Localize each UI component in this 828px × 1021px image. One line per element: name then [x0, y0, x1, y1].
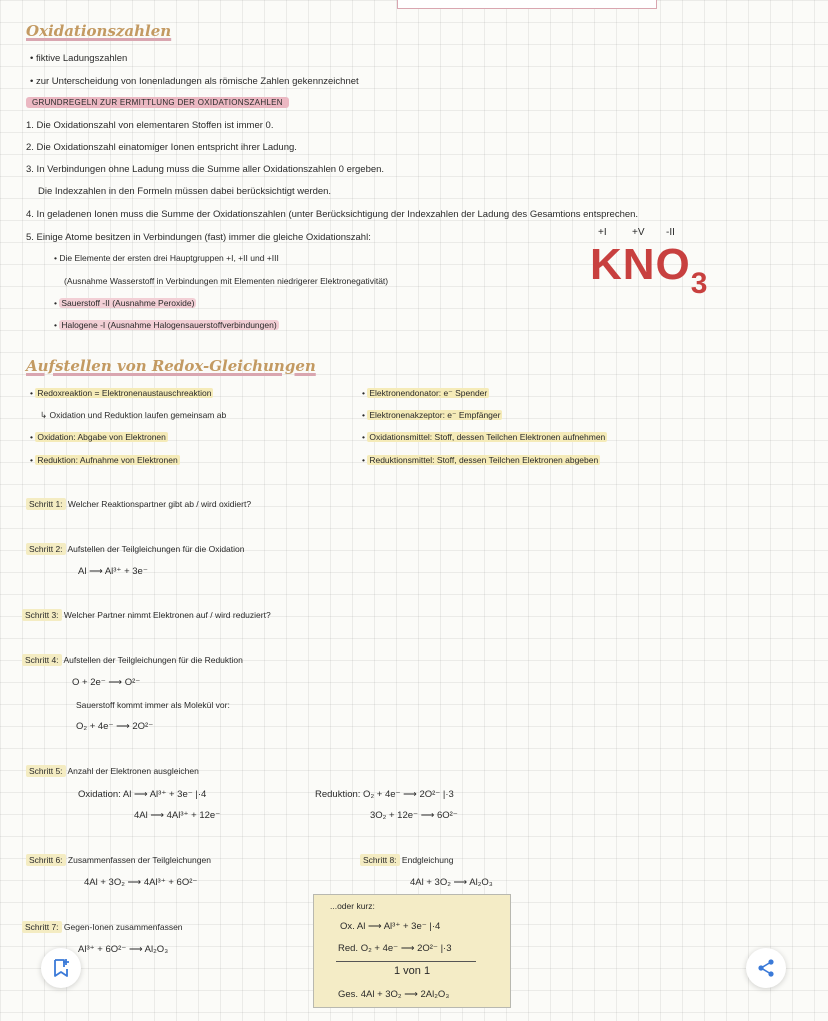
rule-4: 4. In geladenen Ionen muss die Summe der Oxidationszahlen (unter Berücksichtigung der Indexzahlen der Ladung des Gesamtions entsprechen. — [26, 209, 639, 220]
bullet-unterscheidung: • zur Unterscheidung von Ionenladungen als römische Zahlen gekennzeichnet — [30, 76, 359, 87]
title-redox: Aufstellen von Redox-Gleichungen — [26, 357, 316, 375]
title-oxidationszahlen: Oxidationszahlen — [26, 22, 172, 40]
rule5-item-ausnahme-h: (Ausnahme Wasserstoff in Verbindungen mit Elementen niedrigerer Elektronegativität) — [64, 276, 389, 286]
summary-head: ...oder kurz: — [330, 901, 375, 911]
bookmark-button[interactable] — [41, 948, 81, 988]
step-5-oxidation: Oxidation: Al ⟶ Al³⁺ + 3e⁻ |·4 — [78, 789, 207, 800]
step-2: Schritt 2: Aufstellen der Teilgleichungen für die Oxidation — [26, 544, 245, 554]
redox-right-4: • Reduktionsmittel: Stoff, dessen Teilchen Elektronen abgeben — [362, 455, 599, 465]
kno3-ox-n: +V — [632, 227, 645, 238]
summary-box — [313, 894, 511, 1008]
step-7-equation: Al³⁺ + 6O²⁻ ⟶ Al₂O₃ — [78, 944, 169, 955]
kno3-formula: $KNO_3$ — [590, 240, 709, 300]
rule-1: 1. Die Oxidationszahl von elementaren Stoffen ist immer 0. — [26, 120, 274, 131]
redox-left-2: ↳ Oxidation und Reduktion laufen gemeinsam ab — [40, 410, 227, 420]
step-4-note: Sauerstoff kommt immer als Molekül vor: — [76, 700, 230, 710]
summary-divider — [336, 961, 476, 962]
step-4: Schritt 4: Aufstellen der Teilgleichungen für die Reduktion — [22, 655, 243, 665]
step-5-reduktion-2: 3O₂ + 12e⁻ ⟶ 6O²⁻ — [370, 810, 458, 821]
bullet-fiktive: • fiktive Ladungszahlen — [30, 53, 128, 64]
summary-ox: Ox. Al ⟶ Al³⁺ + 3e⁻ |·4 — [340, 921, 441, 932]
rule5-item-halogene: • Halogene -I (Ausnahme Halogensauerstoffverbindungen) — [54, 320, 277, 330]
kno3-subscript: 3 — [690, 267, 709, 300]
step-5-reduktion: Reduktion: O₂ + 4e⁻ ⟶ 2O²⁻ |·3 — [315, 789, 454, 800]
step-8: Schritt 8: Endgleichung — [360, 855, 453, 865]
share-icon — [756, 958, 776, 978]
top-box-edge — [397, 0, 657, 9]
rule-2: 2. Die Oxidationszahl einatomiger Ionen entspricht ihrer Ladung. — [26, 142, 297, 153]
redox-left-3: • Oxidation: Abgabe von Elektronen — [30, 432, 166, 442]
summary-red: Red. O₂ + 4e⁻ ⟶ 2O²⁻ |·3 — [338, 943, 452, 954]
step-3: Schritt 3: Welcher Partner nimmt Elektronen auf / wird reduziert? — [22, 610, 271, 620]
redox-left-4: • Reduktion: Aufnahme von Elektronen — [30, 455, 178, 465]
redox-left-1: • Redoxreaktion = Elektronenaustauschreaktion — [30, 388, 212, 398]
redox-right-3: • Oxidationsmittel: Stoff, dessen Teilchen Elektronen aufnehmen — [362, 432, 606, 442]
rule-3: 3. In Verbindungen ohne Ladung muss die Summe aller Oxidationszahlen 0 ergeben. — [26, 164, 385, 175]
step-5: Schritt 5: Anzahl der Elektronen ausgleichen — [26, 766, 199, 776]
kno3-ox-o: -II — [666, 227, 675, 238]
step-2-equation: Al ⟶ Al³⁺ + 3e⁻ — [78, 566, 148, 577]
redox-right-2: • Elektronenakzeptor: e⁻ Empfänger — [362, 410, 501, 420]
redox-right-1: • Elektronendonator: e⁻ Spender — [362, 388, 488, 398]
kno3-ox-k: +I — [598, 227, 607, 238]
rule5-item-sauerstoff: • Sauerstoff -II (Ausnahme Peroxide) — [54, 298, 195, 308]
summary-ratio: 1 von 1 — [394, 965, 431, 977]
rule5-item-hauptgruppen: • Die Elemente der ersten drei Hauptgruppen +I, +II und +III — [54, 253, 279, 263]
rule-5: 5. Einige Atome besitzen in Verbindungen (fast) immer die gleiche Oxidationszahl: — [26, 232, 371, 243]
rule-3-note: Die Indexzahlen in den Formeln müssen dabei berücksichtigt werden. — [38, 186, 332, 197]
rules-header: GRUNDREGELN ZUR ERMITTLUNG DER OXIDATIONSZAHLEN — [26, 97, 289, 108]
summary-ges: Ges. 4Al + 3O₂ ⟶ 2Al₂O₃ — [338, 989, 450, 1000]
step-6-equation: 4Al + 3O₂ ⟶ 4Al³⁺ + 6O²⁻ — [84, 877, 198, 888]
step-7: Schritt 7: Gegen-Ionen zusammenfassen — [22, 922, 183, 932]
bookmark-add-icon — [52, 958, 70, 978]
step-1: Schritt 1: Welcher Reaktionspartner gibt ab / wird oxidiert? — [26, 499, 251, 509]
step-5-oxidation-2: 4Al ⟶ 4Al³⁺ + 12e⁻ — [134, 810, 221, 821]
share-button[interactable] — [746, 948, 786, 988]
step-4-equation-2: O₂ + 4e⁻ ⟶ 2O²⁻ — [76, 721, 154, 732]
step-4-equation-1: O + 2e⁻ ⟶ O²⁻ — [72, 677, 141, 688]
step-6: Schritt 6: Zusammenfassen der Teilgleichungen — [26, 855, 211, 865]
step-8-equation: 4Al + 3O₂ ⟶ Al₂O₃ — [410, 877, 493, 888]
